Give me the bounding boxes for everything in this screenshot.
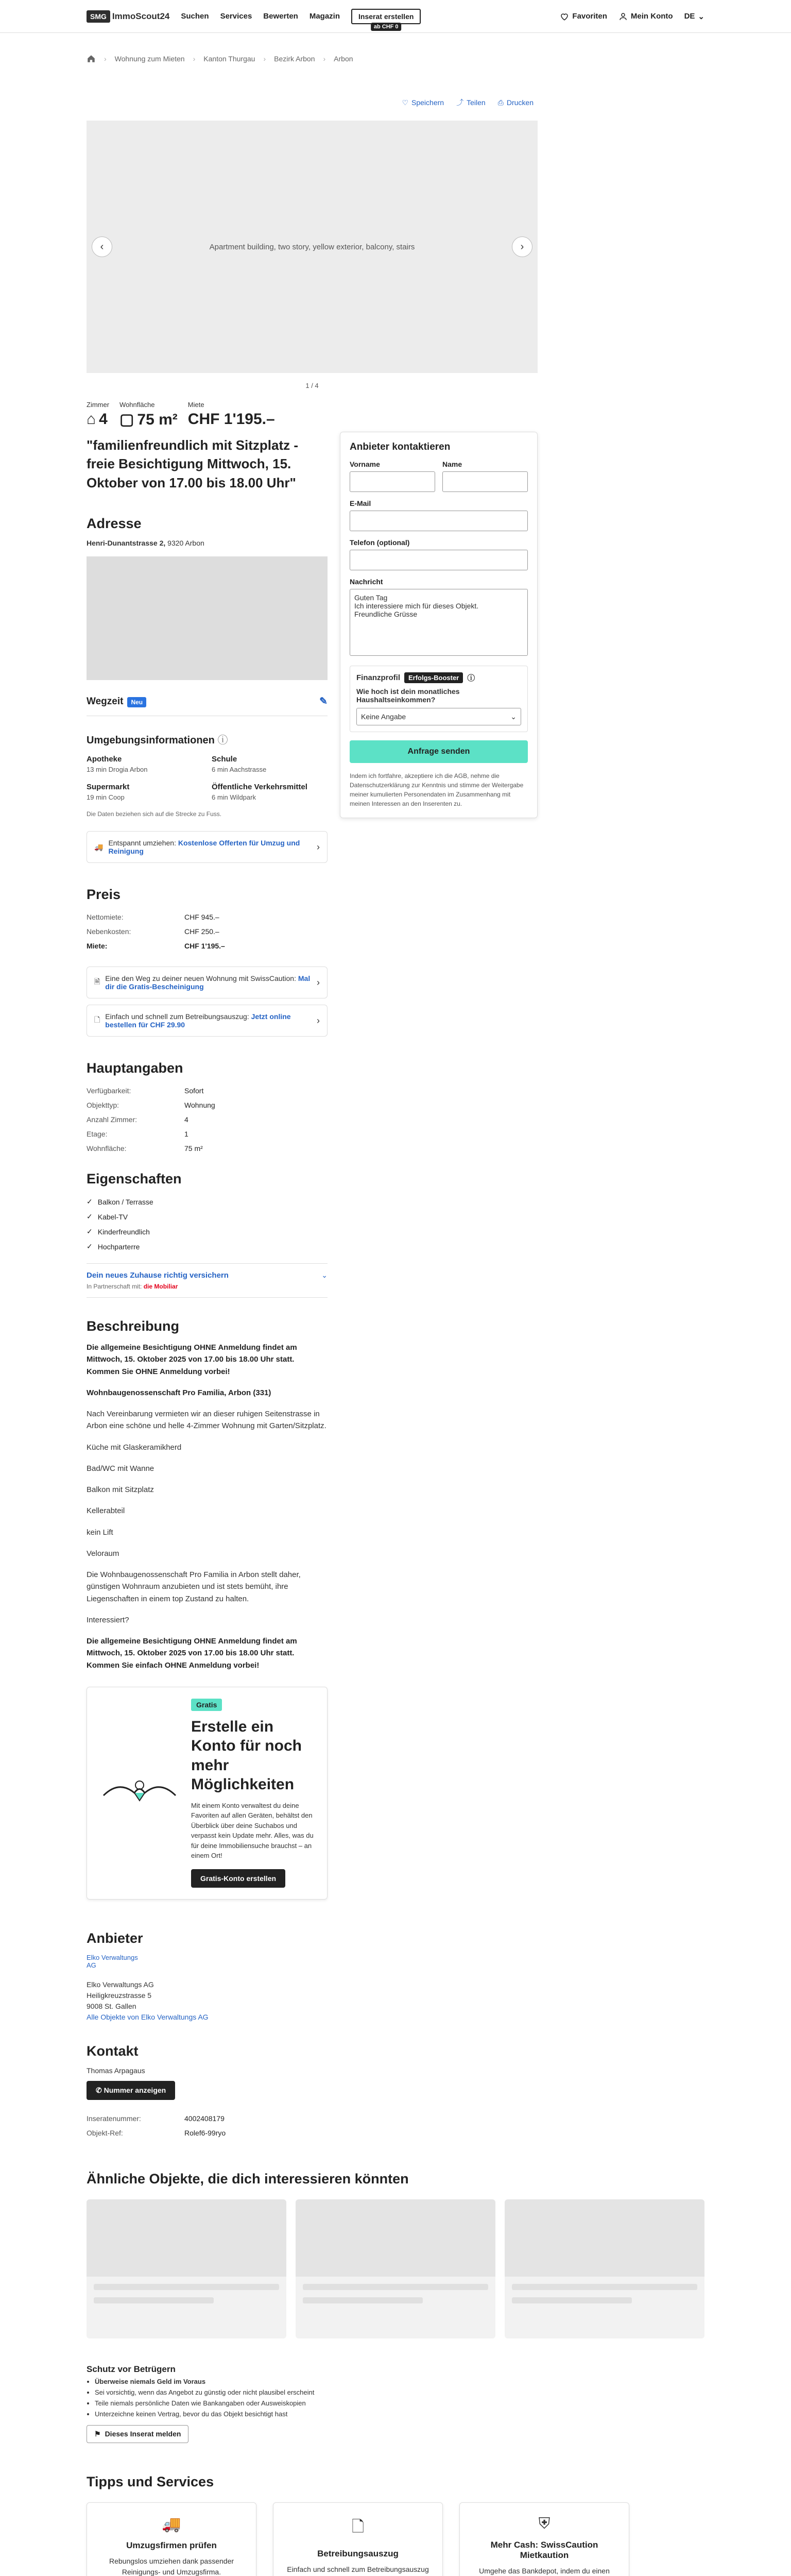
feature-item	[87, 1239, 328, 1254]
key-fact-rooms	[87, 401, 109, 429]
description-paragraph: Nach Vereinbarung vermieten wir an dieser ruhigen Seitenstrasse in Arbon eine schöne und helle 4-Zimmer Wohnung mit Garten/Sitzplatz.	[87, 1410, 326, 1431]
surroundings-item	[87, 783, 202, 801]
provider-name: Elko Verwaltungs AG	[87, 1980, 154, 1989]
left-column	[87, 401, 328, 2140]
gallery-counter: 1 / 4	[305, 382, 319, 389]
surroundings-section	[87, 732, 328, 863]
firstname-input[interactable]	[350, 471, 435, 492]
message-label: Nachricht	[350, 578, 383, 586]
similar-card-placeholder[interactable]	[505, 2199, 704, 2338]
wegzeit-label: Wegzeit	[87, 696, 124, 707]
print-label: Drucken	[506, 98, 534, 107]
surroundings-item-title: Supermarkt	[87, 783, 130, 792]
income-select-value: Keine Angabe	[361, 713, 406, 721]
feature-item	[87, 1194, 328, 1209]
favorites-label: Favoriten	[572, 12, 607, 21]
fraud-item: • Überweise niemals Geld im Voraus	[95, 2378, 704, 2385]
mobiliar-logo: die Mobiliar	[143, 1283, 178, 1291]
description-paragraph: Veloraum	[87, 1549, 119, 1558]
name-fields	[350, 453, 528, 492]
provider-section	[87, 1930, 328, 2023]
card-image-placeholder	[296, 2199, 495, 2277]
chevron-down-icon: ⌄	[321, 1271, 328, 1280]
email-field[interactable]	[350, 511, 528, 531]
insurance-row	[87, 1271, 328, 1280]
contact-form	[340, 432, 538, 818]
listing-title: "familienfreundlich mit Sitzplatz - freie Besichtigung Mittwoch, 15. Oktober von 17.00 bis 18.00 Uhr"	[87, 437, 299, 490]
language-select[interactable]	[684, 12, 704, 21]
chevron-right-icon: ›	[520, 241, 524, 252]
feature-item	[87, 1224, 328, 1239]
main-info-key: Verfügbarkeit:	[87, 1087, 131, 1095]
chevron-right-icon: ›	[317, 841, 320, 852]
address-city: 9320 Arbon	[167, 539, 204, 548]
price-section	[87, 887, 328, 1037]
rent-label: Miete	[187, 401, 204, 409]
description-paragraph: Bad/WC mit Wanne	[87, 1464, 154, 1473]
main-info-row	[87, 1112, 328, 1127]
rooms-value: 4	[99, 411, 108, 428]
moving-promo-text	[108, 839, 312, 855]
listing-id-key: Inseratenummer:	[87, 2114, 141, 2123]
chevron-left-icon: ‹	[100, 241, 104, 252]
breadcrumb-separator: ›	[104, 55, 107, 63]
listing-id-row	[87, 2126, 328, 2140]
tip-text: Einfach und schnell zum Betreibungsauszug	[287, 2565, 429, 2573]
nav-suchen[interactable]: Suchen	[181, 12, 209, 21]
swisscaution-promo[interactable]	[87, 967, 328, 998]
listing-id-key: Objekt-Ref:	[87, 2128, 123, 2137]
contact-heading: Kontakt	[87, 2043, 139, 2059]
share-icon: ⤴	[456, 98, 464, 107]
surroundings-note: Die Daten beziehen sich auf die Strecke zu Fuss.	[87, 810, 222, 818]
key-fact-area	[119, 401, 178, 429]
report-listing-button[interactable]	[87, 2425, 188, 2443]
feature-label: Kinderfreundlich	[97, 1227, 150, 1236]
tip-card	[273, 2502, 443, 2576]
betreibung-promo-link: Jetzt online bestellen für CHF 29.90	[105, 1012, 291, 1029]
description-paragraph: Balkon mit Sitzplatz	[87, 1485, 154, 1495]
handshake-illustration	[98, 1699, 181, 1888]
moving-promo-lead: Entspannt umziehen:	[108, 839, 176, 848]
main-info-key: Wohnfläche:	[87, 1144, 127, 1153]
shield-icon: ⛨	[538, 2515, 551, 2532]
provider-street: Heiligkreuzstrasse 5	[87, 1991, 152, 1999]
share-label: Teilen	[467, 98, 486, 107]
contact-name: Thomas Arpagaus	[87, 2066, 145, 2075]
fraud-item: • Sei vorsichtig, wenn das Angebot zu günstig oder nicht plausibel erscheint	[95, 2388, 704, 2396]
phone-field[interactable]	[350, 550, 528, 570]
save-button[interactable]	[402, 98, 444, 107]
logo-text: ImmoScout24	[112, 11, 170, 21]
user-icon	[618, 12, 628, 21]
address-street: Henri-Dunantstrasse 2,	[87, 539, 166, 548]
similar-heading: Ähnliche Objekte, die dich interessieren könnten	[87, 2171, 409, 2187]
breadcrumb-separator: ›	[323, 55, 326, 63]
tip-card	[459, 2502, 629, 2576]
gallery-next-button[interactable]	[512, 236, 532, 257]
document-icon: 🗋	[351, 2518, 365, 2535]
fraud-item: • Teile niemals persönliche Daten wie Bankangaben oder Ausweiskopien	[95, 2399, 704, 2407]
show-phone-label: Nummer anzeigen	[104, 2086, 166, 2094]
phone-label: Telefon (optional)	[350, 538, 410, 547]
features-section	[87, 1171, 328, 1298]
provider-heading: Anbieter	[87, 1930, 143, 1946]
price-heading: Preis	[87, 887, 121, 903]
description-paragraph: Die Wohnbaugenossenschaft Pro Familia in Arbon stellt daher, günstigen Wohnraum anzubieten und ist stets bemüht, ihre Liegenschaften in einem top Zustand zu halten.	[87, 1570, 301, 1603]
info-icon[interactable]: ⓘ	[217, 735, 228, 747]
main-info-value: Sofort	[184, 1087, 204, 1095]
surroundings-item-value: 6 min Aachstrasse	[212, 766, 267, 774]
image-gallery[interactable]	[87, 121, 538, 389]
income-select[interactable]	[356, 708, 521, 725]
heart-icon: ♡	[402, 98, 409, 107]
printer-icon: ⎙	[497, 98, 504, 107]
contact-section	[87, 2043, 328, 2140]
card-line-placeholder	[94, 2297, 214, 2303]
header-right	[560, 12, 704, 21]
logo[interactable]	[87, 10, 169, 23]
feature-label: Kabel-TV	[97, 1212, 128, 1221]
price-value: CHF 250.–	[184, 927, 219, 936]
similar-card-placeholder[interactable]	[296, 2199, 495, 2338]
features-heading: Eigenschaften	[87, 1171, 182, 1187]
insurance-title: Dein neues Zuhause richtig versichern	[87, 1271, 229, 1280]
truck-icon: 🚚	[94, 842, 104, 851]
address-heading: Adresse	[87, 516, 142, 532]
fraud-list	[87, 2378, 704, 2418]
surroundings-item-value: 6 min Wildpark	[212, 793, 256, 802]
rooms-value-wrap	[87, 411, 109, 428]
description-paragraph: Kellerabteil	[87, 1506, 125, 1516]
home-icon: ⌂	[87, 411, 96, 428]
address-section	[87, 516, 328, 716]
surroundings-item-value: 19 min Coop	[87, 793, 125, 802]
price-value: CHF 1'195.–	[184, 942, 225, 951]
card-line-placeholder	[303, 2284, 488, 2290]
address-text	[87, 539, 328, 547]
surroundings-item-value: 13 min Drogia Arbon	[87, 766, 148, 774]
show-phone-button[interactable]	[87, 2081, 175, 2100]
breadcrumb-item[interactable]: Wohnung zum Mieten	[114, 55, 185, 63]
wegzeit-title	[87, 696, 146, 707]
breadcrumb-item[interactable]: Kanton Thurgau	[203, 55, 255, 63]
insurance-partner	[87, 1283, 328, 1290]
main-info-key: Objekttyp:	[87, 1101, 119, 1110]
area-value-wrap	[119, 411, 178, 429]
listing-ids	[87, 2111, 328, 2140]
print-button[interactable]	[498, 98, 534, 107]
similar-cards	[87, 2199, 704, 2338]
moving-promo-link: Kostenlose Offerten für Umzug und Reinigung	[108, 839, 300, 856]
description-section	[87, 1318, 328, 1671]
nav-bewerten[interactable]: Bewerten	[263, 12, 298, 21]
surroundings-item	[212, 783, 328, 801]
main-info-row	[87, 1083, 328, 1098]
surroundings-item-title: Öffentliche Verkehrsmittel	[212, 783, 307, 792]
main-info-value: Wohnung	[184, 1101, 215, 1110]
key-facts	[87, 401, 328, 429]
document-icon: 🗋	[94, 1015, 100, 1024]
breadcrumb-item[interactable]: Bezirk Arbon	[274, 55, 315, 63]
main-info-key: Anzahl Zimmer:	[87, 1115, 137, 1124]
header-left	[87, 9, 421, 30]
lastname-label: Name	[442, 460, 462, 468]
price-key: Nebenkosten:	[87, 927, 131, 936]
main-info-heading: Hauptangaben	[87, 1060, 183, 1076]
main-info-value: 75 m²	[184, 1144, 203, 1153]
description-paragraph: Die allgemeine Besichtigung OHNE Anmeldung findet am Mittwoch, 15. Oktober 2025 von 17.00 bis 18.00 Uhr statt. Kommen Sie OHNE Anmeldung vorbei!	[87, 1343, 297, 1376]
provider-address	[87, 1979, 328, 2023]
income-question: Wie hoch ist dein monatliches Haushaltseinkommen?	[356, 687, 460, 704]
surroundings-grid	[87, 755, 328, 801]
feature-item	[87, 1209, 328, 1224]
pencil-icon[interactable]: ✎	[319, 696, 328, 707]
breadcrumb-separator: ›	[193, 55, 196, 63]
card-line-placeholder	[303, 2297, 423, 2303]
tip-title: Umzugsfirmen prüfen	[126, 2540, 217, 2550]
price-key: Miete:	[87, 942, 108, 951]
lastname-input[interactable]	[442, 471, 528, 492]
tip-card	[87, 2502, 256, 2576]
insurance-accordion[interactable]	[87, 1263, 328, 1298]
wegzeit-row[interactable]	[87, 696, 328, 707]
certificate-icon: 🗎	[94, 977, 100, 986]
send-inquiry-button[interactable]: Anfrage senden	[350, 740, 528, 763]
firstname-label: Vorname	[350, 460, 380, 468]
listing-id-row	[87, 2111, 328, 2126]
checkmark-icon: ✓	[87, 1212, 93, 1221]
language-label: DE	[684, 12, 695, 21]
nav-services[interactable]: Services	[220, 12, 252, 21]
finance-profile-label: Finanzprofil	[356, 673, 400, 682]
checkmark-icon: ✓	[87, 1227, 93, 1236]
breadcrumb-current: Arbon	[334, 55, 353, 63]
save-label: Speichern	[411, 98, 444, 107]
report-listing-label: Dieses Inserat melden	[105, 2430, 181, 2438]
swisscaution-promo-text	[105, 974, 312, 991]
description-paragraph: Die allgemeine Besichtigung OHNE Anmeldung findet am Mittwoch, 15. Oktober 2025 von 17.00 bis 18.00 Uhr statt. Kommen Sie einfach OHNE Anmeldung vorbei!	[87, 1637, 297, 1670]
checkmark-icon: ✓	[87, 1197, 93, 1206]
account-promo-text: Mit einem Konto verwaltest du deine Favoriten auf allen Geräten, behältst den Überblick über deine Suchabos und verpasst kein Update mehr. Alles, was du für deine Immobiliensuche brauchst – an einem Ort!	[191, 1801, 314, 1860]
breadcrumb	[0, 33, 791, 84]
home-icon[interactable]	[87, 54, 96, 63]
insert-price-badge: ab CHF 0	[371, 23, 402, 31]
listing-id-value: 4002408179	[184, 2114, 225, 2123]
flag-icon: ⚑	[94, 2429, 101, 2438]
account-label: Mein Konto	[630, 12, 673, 21]
main-info-key: Etage:	[87, 1130, 108, 1139]
main-info-row	[87, 1127, 328, 1141]
fraud-protection	[0, 2364, 791, 2443]
card-image-placeholder	[505, 2199, 704, 2277]
area-label: Wohnfläche	[119, 401, 155, 409]
legal-notice: Indem ich fortfahre, akzeptiere ich die AGB, nehme die Datenschutzerklärung zur Kenntnis und stimme der Weitergabe meiner kumulierten Personendaten im Zusammenhang mit meinen Interessen an den Inserenten zu.	[350, 772, 524, 807]
feature-label: Hochparterre	[97, 1242, 140, 1251]
similar-section	[0, 2171, 791, 2338]
main-info-value: 4	[184, 1115, 188, 1124]
betreibung-promo[interactable]	[87, 1005, 328, 1037]
rooms-label: Zimmer	[87, 401, 110, 409]
contact-form-heading: Anbieter kontaktieren	[350, 442, 451, 452]
rent-value: CHF 1'195.–	[187, 411, 275, 428]
main-info-value: 1	[184, 1130, 188, 1139]
chevron-right-icon: ›	[317, 977, 320, 988]
card-image-placeholder	[87, 2199, 286, 2277]
provider-logo[interactable]: Elko Verwaltungs AG	[87, 1953, 138, 1969]
card-line-placeholder	[94, 2284, 279, 2290]
gallery-image-alt: Apartment building, two story, yellow exterior, balcony, stairs	[209, 242, 415, 251]
account-link[interactable]	[618, 12, 673, 21]
surroundings-item-title: Apotheke	[87, 755, 122, 764]
price-row	[87, 924, 328, 939]
moving-promo[interactable]	[87, 831, 328, 863]
account-promo-body	[191, 1699, 316, 1888]
provider-all-listings-link[interactable]: Alle Objekte von Elko Verwaltungs AG	[87, 2012, 209, 2021]
price-value: CHF 945.–	[184, 913, 219, 922]
tips-cards	[87, 2502, 704, 2576]
success-booster-badge: Erfolgs-Booster	[404, 672, 463, 683]
chevron-down-icon: ⌄	[510, 712, 517, 721]
tips-section	[0, 2474, 791, 2576]
finance-profile	[350, 666, 528, 732]
share-button[interactable]	[456, 97, 486, 108]
description-paragraph: Interessiert?	[87, 1615, 129, 1624]
similar-card-placeholder[interactable]	[87, 2199, 286, 2338]
card-line-placeholder	[512, 2284, 697, 2290]
logo-box: SMG	[87, 10, 110, 23]
tip-text: Umgehe das Bankdepot, indem du einen	[479, 2566, 610, 2575]
tip-title: Betreibungsauszug	[317, 2548, 399, 2558]
surroundings-item	[87, 755, 202, 773]
surroundings-item-title: Schule	[212, 755, 237, 764]
listing-id-value: Rolef6-99ryo	[184, 2128, 226, 2137]
provider-city: 9008 St. Gallen	[87, 2002, 136, 2010]
help-icon[interactable]: ⓘ	[467, 674, 475, 683]
swisscaution-promo-lead: Eine den Weg zu deiner neuen Wohnung mit SwissCaution:	[105, 974, 296, 983]
swisscaution-promo-link: Mal dir die Gratis-Bescheinigung	[105, 974, 311, 991]
surroundings-heading	[87, 732, 328, 747]
chevron-right-icon: ›	[317, 1015, 320, 1026]
surroundings-heading-text: Umgebungsinformationen	[87, 735, 215, 747]
favorites-link[interactable]	[560, 12, 607, 21]
fraud-heading: Schutz vor Betrügern	[87, 2364, 176, 2374]
description-heading: Beschreibung	[87, 1318, 180, 1334]
phone-icon: ✆	[96, 2086, 102, 2094]
description-paragraph: kein Lift	[87, 1528, 113, 1537]
betreibung-promo-lead: Einfach und schnell zum Betreibungsauszug:	[105, 1012, 249, 1021]
account-promo-title: Erstelle ein Konto für noch mehr Möglichkeiten	[191, 1718, 302, 1793]
site-header	[0, 0, 791, 33]
price-row	[87, 910, 328, 924]
map[interactable]	[87, 556, 328, 680]
tips-heading: Tipps und Services	[87, 2473, 214, 2489]
chevron-down-icon: ⌄	[698, 12, 704, 21]
description-paragraph: Wohnbaugenossenschaft Pro Familia, Arbon (331)	[87, 1388, 271, 1397]
surroundings-item	[212, 755, 328, 773]
heart-icon	[560, 12, 569, 21]
betreibung-promo-text	[105, 1012, 312, 1029]
insert-listing-button[interactable]	[351, 9, 421, 30]
area-icon: ▢	[119, 411, 134, 428]
tip-title: Mehr Cash: SwissCaution Mietkaution	[490, 2539, 598, 2560]
listing-actions	[0, 84, 791, 121]
breadcrumb-separator: ›	[263, 55, 266, 63]
insurance-partner-label: In Partnerschaft mit:	[87, 1283, 142, 1291]
feature-label: Balkon / Terrasse	[97, 1197, 153, 1206]
message-textarea[interactable]	[350, 589, 528, 656]
price-key: Nettomiete:	[87, 913, 124, 922]
area-value: 75 m²	[137, 411, 178, 428]
new-badge: Neu	[127, 697, 146, 707]
main-info-row	[87, 1141, 328, 1156]
tip-text: Rebungslos umziehen dank passender Reinigungs- und Umzugsfirma.	[109, 2556, 234, 2576]
email-label: E-Mail	[350, 499, 371, 507]
truck-icon: 🚚	[162, 2515, 181, 2533]
finance-profile-header	[356, 672, 521, 683]
checkmark-icon: ✓	[87, 1242, 93, 1251]
firstname-group	[350, 453, 435, 492]
main-info-row	[87, 1098, 328, 1112]
main-content	[0, 401, 791, 2140]
price-row-total	[87, 939, 328, 953]
nav-magazin[interactable]: Magazin	[309, 12, 340, 21]
lastname-group	[442, 453, 528, 492]
create-account-button[interactable]: Gratis-Konto erstellen	[191, 1869, 285, 1888]
main-info-section	[87, 1060, 328, 1156]
gallery-prev-button[interactable]	[92, 236, 112, 257]
insert-listing-label: Inserat erstellen	[358, 12, 414, 21]
card-line-placeholder	[512, 2297, 632, 2303]
key-fact-rent	[188, 401, 275, 429]
account-promo-card	[87, 1687, 328, 1900]
description-paragraph: Küche mit Glaskeramikherd	[87, 1443, 182, 1452]
free-badge: Gratis	[191, 1699, 222, 1711]
fraud-item: • Unterzeichne keinen Vertrag, bevor du das Objekt besichtigt hast	[95, 2410, 704, 2418]
